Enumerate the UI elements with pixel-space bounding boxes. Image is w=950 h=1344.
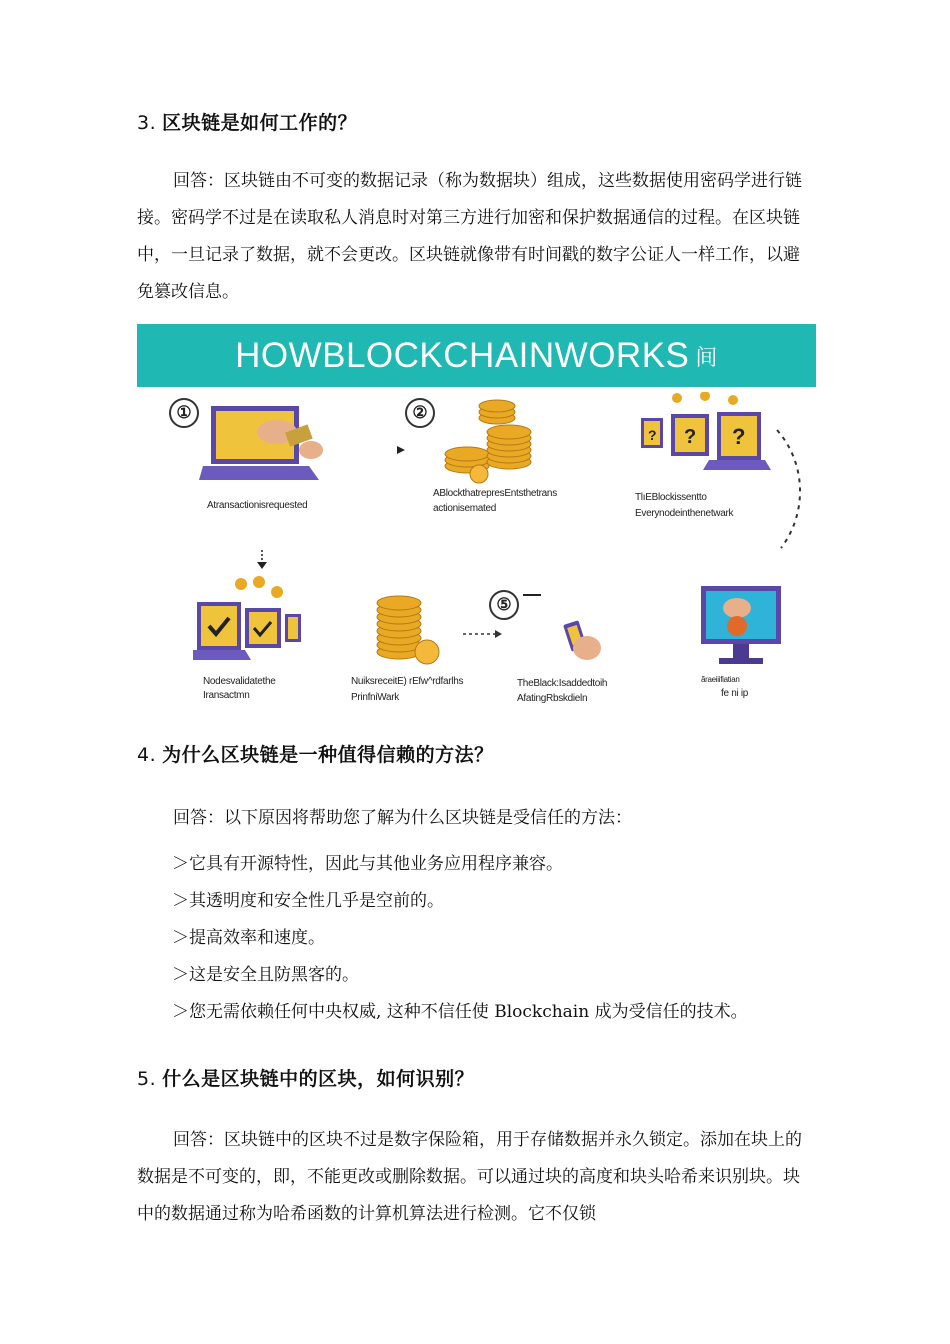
dashed-curve-arrow-icon bbox=[763, 424, 813, 554]
coin-stack-reward-icon bbox=[371, 590, 447, 670]
step-1-number: ① bbox=[169, 398, 199, 428]
list-item: ＞提高效率和速度。 bbox=[172, 928, 325, 948]
section-number: 3. bbox=[137, 112, 157, 134]
step-5-caption-line1: NuiksreceitE) rEfw^rdfarlhs bbox=[351, 676, 464, 687]
blockchain-infographic bbox=[137, 324, 816, 704]
section-4-heading bbox=[137, 740, 494, 767]
section-title: 什么是区块链中的区块，如何识别？ bbox=[162, 1068, 475, 1090]
step-6-caption-line1: TheBlack:Isaddedtoih bbox=[517, 678, 608, 689]
banner-title: HOWBLOCKCHAINWORKS bbox=[235, 336, 690, 375]
section-number: 5. bbox=[137, 1068, 157, 1090]
banner-tail: 间 bbox=[695, 345, 718, 371]
step-2-caption-line1: ABlockthatrepresEntsthetrans bbox=[433, 488, 557, 499]
list-item: ＞这是安全且防黑客的。 bbox=[172, 965, 359, 985]
laptop-card-icon bbox=[199, 396, 329, 498]
svg-text:?: ? bbox=[648, 427, 657, 443]
section-3-heading bbox=[137, 108, 357, 135]
laptops-question-icon bbox=[635, 392, 775, 482]
step-7-caption-line1: ãraeiiifiatian bbox=[701, 675, 740, 684]
section-4-answer: 回答：以下原因将帮助您了解为什么区块链是受信任的方法： bbox=[173, 808, 632, 828]
step-3-caption-line1: TlıEBlockissentto bbox=[635, 492, 707, 503]
monitor-bitcoin-icon bbox=[693, 582, 789, 672]
phone-hand-icon bbox=[561, 618, 605, 666]
dashed-arrow-right-icon bbox=[463, 628, 503, 640]
section-title: 区块链是如何工作的？ bbox=[162, 112, 358, 134]
list-item: ＞其透明度和安全性几乎是空前的。 bbox=[172, 891, 444, 911]
step-4-caption-line1: Nodesvalidatethe bbox=[203, 676, 276, 687]
list-item: ＞您无需依赖任何中央权威, 这种不信任使 Blockchain 成为受信任的技术。 bbox=[172, 1002, 748, 1022]
section-3-answer: 回答：区块链由不可变的数据记录（称为数据块）组成，这些数据使用密码学进行链接。密码学不过是在读取私人消息时对第三方进行加密和保护数据通信的过程。在区块链中，一旦记录了数据，就不会更改。区块链就像带有时间戳的数字公证人一样工作，以避免篡改信息。 bbox=[137, 171, 802, 302]
section-number: 4. bbox=[137, 744, 157, 766]
step-4-caption-line2: Iransactmn bbox=[203, 690, 250, 701]
arrow-down-icon bbox=[255, 550, 269, 570]
svg-text:?: ? bbox=[732, 424, 746, 449]
coin-stack-icon bbox=[437, 394, 547, 484]
arrow-right-icon bbox=[395, 444, 407, 456]
list-item: ＞它具有开源特性，因此与其他业务应用程序兼容。 bbox=[172, 854, 563, 874]
step-3-caption-line2: Everynodeinthenetwark bbox=[635, 508, 734, 519]
step-5-caption-line2: PrinfniWark bbox=[351, 692, 400, 703]
step-5-number: ⑤ bbox=[489, 590, 519, 620]
laptops-check-icon bbox=[193, 576, 305, 672]
step-dash-divider bbox=[523, 594, 541, 596]
step-7-caption-line2: fe ni ip bbox=[721, 688, 749, 699]
step-1-caption: Atransactionisrequested bbox=[207, 500, 308, 511]
step-2-number: ② bbox=[405, 398, 435, 428]
section-5-answer: 回答：区块链中的区块不过是数字保险箱，用于存储数据并永久锁定。添加在块上的数据是不可变的，即，不能更改或删除数据。可以通过块的高度和块头哈希来识别块。块中的数据通过称为哈希函数的计算机算法进行检测。它不仅锁 bbox=[137, 1130, 802, 1224]
step-6-caption-line2: AfatingRbskdieln bbox=[517, 693, 588, 704]
infographic-banner bbox=[137, 324, 816, 387]
svg-text:?: ? bbox=[684, 426, 697, 448]
section-4-bullet-list bbox=[172, 846, 812, 1031]
section-title: 为什么区块链是一种值得信赖的方法？ bbox=[162, 744, 494, 766]
section-5-heading bbox=[137, 1064, 474, 1091]
step-2-caption-line2: actionisemated bbox=[433, 503, 497, 514]
